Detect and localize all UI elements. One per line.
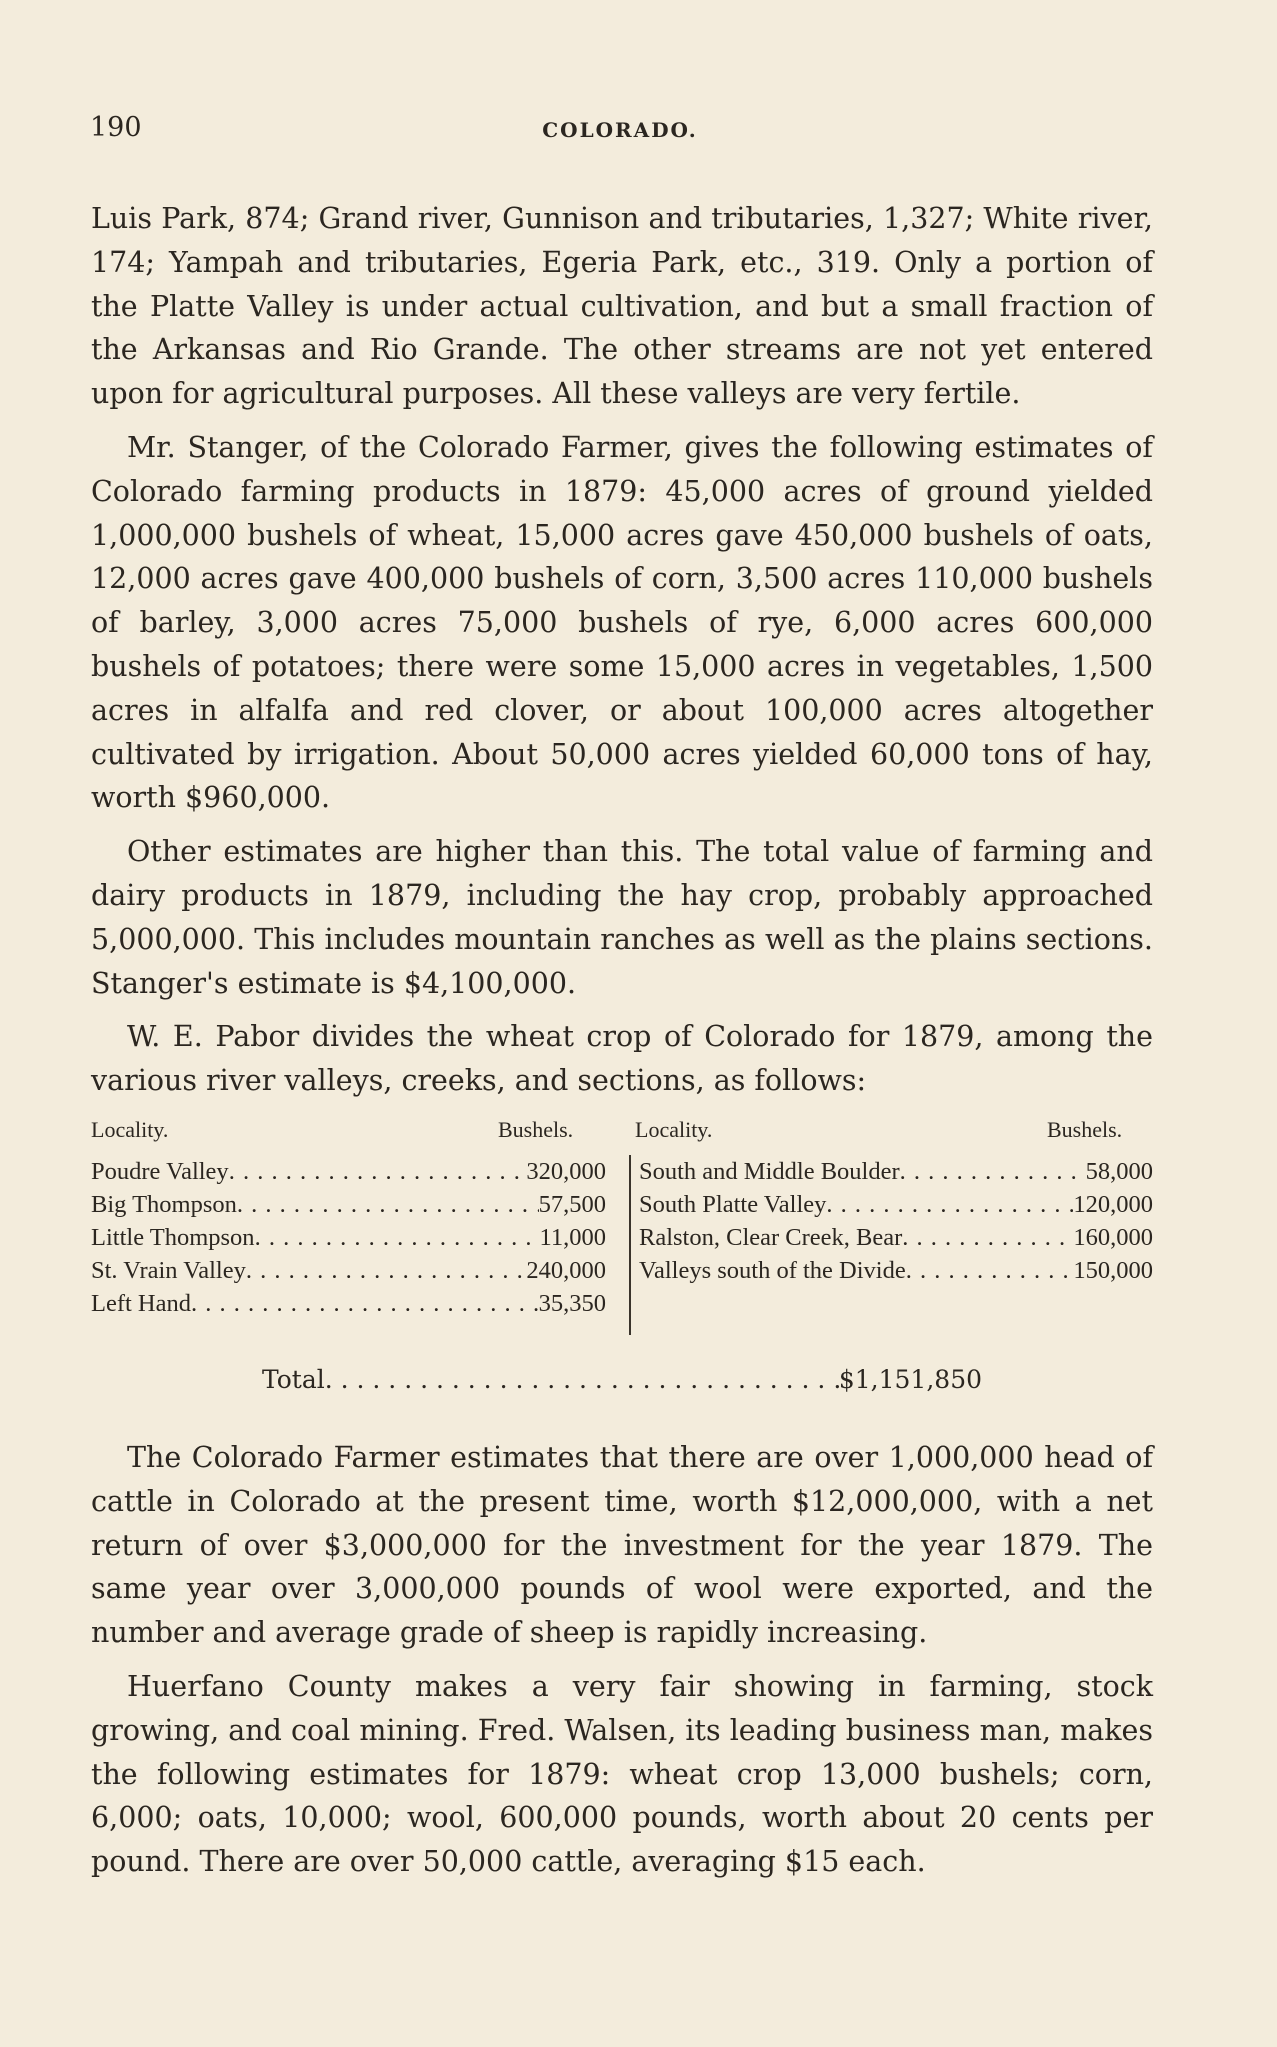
total-label: Total	[262, 1365, 325, 1394]
column-header-bushels: Bushels.	[1047, 1116, 1123, 1142]
paragraph: Huerfano County makes a very fair showing in farming, stock growing, and coal mining. Fred. Walsen, its leading business man, makes the following estimates for 1879: wheat crop 13,000 bushels; corn, 6,000; oats, 10,000; wool, 600,000 pounds, worth about 20 cents per pound. There are over 50,000 cattle, averaging $15 each.	[91, 1669, 1153, 1879]
column-header-locality: Locality.	[91, 1116, 169, 1142]
paragraph: Luis Park, 874; Grand river, Gunnison and tributaries, 1,327; White river, 174; Yampah and tributaries, Egeria Park, etc., 319. Only a portion of the Platte Valley is under actual cultivation, and but a small fraction of the Arkansas and Rio Grande. The other streams are not yet entered upon for agricultural purposes. All these valleys are very fertile.	[91, 202, 1153, 411]
row-locality: Little Thompson	[91, 1223, 255, 1251]
body-text-bottom	[91, 1436, 1153, 1894]
row-bushels: 160,000	[1073, 1223, 1153, 1251]
row-locality: St. Vrain Valley	[91, 1256, 246, 1284]
table-row	[639, 1155, 1153, 1188]
row-bushels: 58,000	[1085, 1157, 1153, 1185]
row-locality: South Platte Valley	[639, 1190, 827, 1218]
row-locality: South and Middle Boulder	[639, 1157, 900, 1185]
row-locality: Big Thompson	[91, 1190, 237, 1218]
body-text-top	[91, 197, 1153, 1382]
column-header-locality: Locality.	[635, 1116, 713, 1142]
table-total-row	[262, 1363, 982, 1396]
running-title: COLORADO.	[542, 118, 698, 142]
page-header	[90, 112, 1150, 152]
paragraph: The Colorado Farmer estimates that there are over 1,000,000 head of cattle in Colorado at the present time, worth $12,000,000, with a net return of over $3,000,000 for the investment for the year 1879. The same year over 3,000,000 pounds of wool were exported, and the number and average grade of sheep is rapidly increasing.	[91, 1441, 1153, 1650]
wheat-crop-table	[91, 1117, 1153, 1382]
table-row	[91, 1254, 606, 1287]
page-number: 190	[90, 112, 142, 143]
row-bushels: 320,000	[526, 1157, 606, 1185]
paragraph: Mr. Stanger, of the Colorado Farmer, gives the following estimates of Colorado farming products in 1879: 45,000 acres of ground yielded 1,000,000 bushels of wheat, 15,000 acres gave 450,000 bushels of oats, 12,000 acres gave 400,000 bushels of corn, 3,500 acres 110,000 bushels of barley, 3,000 acres 75,000 bushels of rye, 6,000 acres 600,000 bushels of potatoes; there were some 15,000 acres in vegetables, 1,500 acres in alfalfa and red clover, or about 100,000 acres altogether cultivated by irrigation. About 50,000 acres yielded 60,000 tons of hay, worth $960,000.	[91, 430, 1153, 815]
row-locality: Left Hand	[91, 1289, 191, 1317]
table-row	[91, 1221, 606, 1254]
total-value: $1,151,850	[838, 1365, 982, 1394]
table-right-column	[639, 1155, 1153, 1287]
table-row	[91, 1188, 606, 1221]
table-row	[91, 1155, 606, 1188]
column-divider	[629, 1155, 631, 1335]
row-locality: Poudre Valley	[91, 1157, 229, 1185]
row-bushels: 35,350	[538, 1289, 606, 1317]
table-row	[91, 1287, 606, 1320]
row-bushels: 11,000	[539, 1223, 606, 1251]
row-bushels: 57,500	[538, 1190, 606, 1218]
row-bushels: 120,000	[1073, 1190, 1153, 1218]
row-bushels: 240,000	[526, 1256, 606, 1284]
paragraph: Other estimates are higher than this. The total value of farming and dairy products in 1879, including the hay crop, probably approached 5,000,000. This includes mountain ranches as well as the plains sections. Stanger's estimate is $4,100,000.	[91, 835, 1153, 1000]
row-bushels: 150,000	[1073, 1256, 1153, 1284]
row-locality: Ralston, Clear Creek, Bear	[639, 1223, 903, 1251]
column-header-bushels: Bushels.	[498, 1116, 574, 1142]
table-left-column	[91, 1155, 606, 1320]
paragraph: W. E. Pabor divides the wheat crop of Colorado for 1879, among the various river valleys, creeks, and sections, as follows:	[91, 1020, 1153, 1098]
table-row	[639, 1254, 1153, 1287]
table-row	[639, 1188, 1153, 1221]
row-locality: Valleys south of the Divide	[639, 1256, 906, 1284]
table-row	[639, 1221, 1153, 1254]
